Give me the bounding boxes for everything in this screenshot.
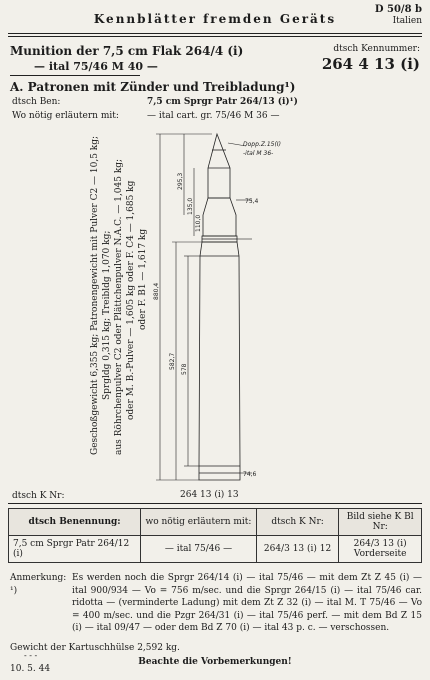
ben-value: 7,5 cm Sprgr Patr 264/13 (i)¹) xyxy=(147,97,298,107)
cell-erlaeutern: — ital 75/46 — xyxy=(141,536,257,563)
cell-knr: 264/3 13 (i) 12 xyxy=(256,536,339,563)
erlaeutern-value: — ital cart. gr. 75/46 M 36 — xyxy=(147,111,280,121)
dim-nose: 295,3 xyxy=(177,172,184,190)
note-label: Anmerkung: ¹) xyxy=(10,573,67,596)
table-header-row xyxy=(9,509,422,536)
knr-label: dtsch K Nr: xyxy=(12,491,65,501)
header-knr: dtsch K Nr: xyxy=(256,509,339,536)
dimension-lines xyxy=(156,134,252,480)
erlaeutern-label: Wo nötig erläutern mit: xyxy=(12,111,119,121)
dim-case: 582,7 xyxy=(169,352,176,370)
dim-shell-b: 110,0 xyxy=(195,214,202,232)
fuze-caption-1: Dopp.Z.15(I) xyxy=(243,141,281,148)
header-bild: Bild siehe K Bl Nr: xyxy=(339,509,422,536)
dim-inner: 578 xyxy=(181,363,188,375)
knr-value: 264 13 (i) 13 xyxy=(180,490,239,500)
table-row xyxy=(9,536,422,563)
fuze-outline xyxy=(208,134,230,198)
cell-benennung: 7,5 cm Sprgr Patr 264/12 (i) xyxy=(9,536,141,563)
cartridge-outline xyxy=(199,134,240,480)
document-date: 10. 5. 44 xyxy=(10,664,51,674)
cartridge-case xyxy=(199,242,240,480)
side-text-line-5: oder F. B1 — 1,617 kg xyxy=(138,228,148,330)
cell-bild: 264/3 13 (i) Vorderseite xyxy=(339,536,422,563)
side-text-line-4: oder M. B.-Pulver — 1,605 kg oder F. C4 — 1,685 kg xyxy=(126,180,136,420)
dim-shell-a: 135,0 xyxy=(187,197,194,215)
note-text: Es werden noch die Sprgr 264/14 (i) — ital 75/46 — mit dem Zt Z 45 (i) — ital 900/934 — Vo = 756 m/sec. und die Sprgr 264/15 (i) — ital 75/46 car. ridotta — (verminderte Ladung) mit dem Zt Z 32 (i) — ital M. T 75/46 — Vo = 400 m/sec. und die Pzgr 264/31 (i) — ital 75/46 perf. — mit dem Bd Z 15 (i) — ital 09/47 — oder dem Bd Z 70 (i) — ital 43 p. c. — verschossen. xyxy=(72,573,422,633)
note-block xyxy=(10,572,422,635)
dim-total: 880,4 xyxy=(153,282,160,300)
side-text-line-1: Geschoßgewicht 6,355 kg; Patronengewicht mit Pulver C2 — 10,5 kg; xyxy=(90,135,100,455)
footer-dashes: - - - xyxy=(24,651,38,660)
page-title: Kennblätter fremden Geräts xyxy=(93,12,337,26)
munition-subtitle: — ital 75/46 M 40 — xyxy=(34,60,158,73)
table-top-rule xyxy=(8,503,422,504)
section-title: A. Patronen mit Zünder und Treibladung¹) xyxy=(10,80,296,94)
document-country: Italien xyxy=(392,16,422,26)
weight-line: Gewicht der Kartuschhülse 2,592 kg. xyxy=(10,643,180,653)
shell-body xyxy=(203,198,236,236)
munition-title: Munition der 7,5 cm Flak 264/4 (i) xyxy=(10,44,244,58)
closing-note: Beachte die Vorbemerkungen! xyxy=(138,657,292,667)
dim-band: 75,4 xyxy=(245,198,259,205)
side-text-line-3: aus Röhrchenpulver C2 oder Plättchenpulver N.A.C. — 1,045 kg; xyxy=(114,158,124,455)
document-code: D 50/8 b xyxy=(374,4,422,15)
dim-base: 74,6 xyxy=(243,471,257,478)
header-benennung: dtsch Benennung: xyxy=(9,509,141,536)
ben-label: dtsch Ben: xyxy=(12,97,61,107)
kennummer-value: 264 4 13 (i) xyxy=(321,55,420,73)
variants-table xyxy=(8,508,422,563)
kennummer-label: dtsch Kennummer: xyxy=(333,44,420,54)
fuze-caption-2: -ital M 36- xyxy=(243,150,274,157)
header-erlaeutern: wo nötig erläutern mit: xyxy=(141,509,257,536)
side-text-line-2: Sprgldg 0,315 kg; Treibldg 1,070 kg; xyxy=(102,230,112,400)
